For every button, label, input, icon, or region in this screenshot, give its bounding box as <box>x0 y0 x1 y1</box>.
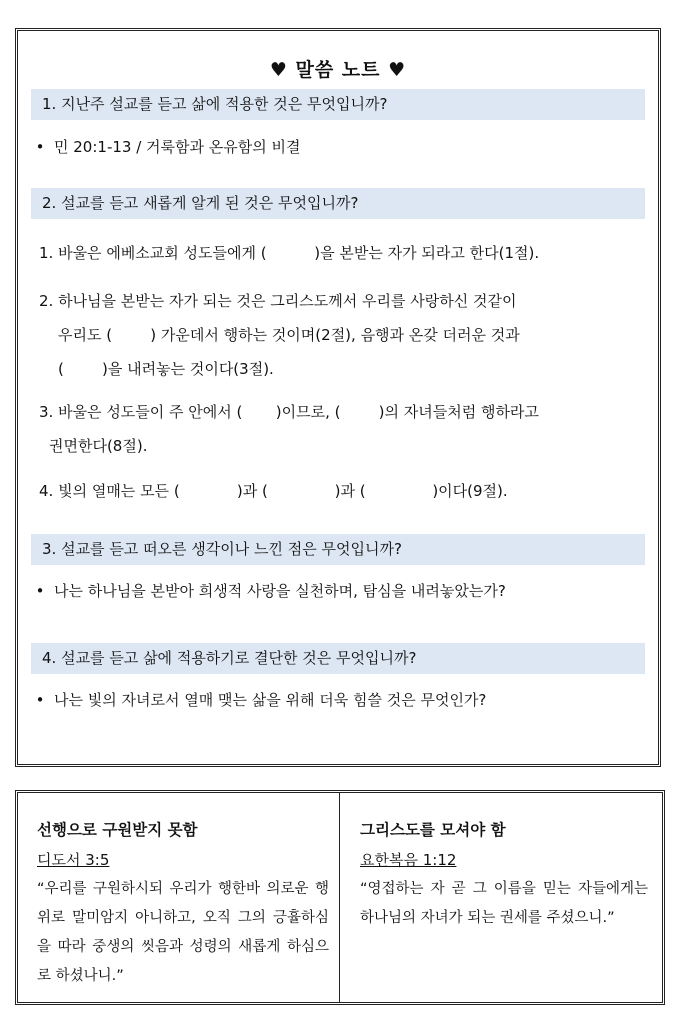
fill-in-item-2 <box>39 284 648 386</box>
question-3: 3. 설교를 듣고 떠오른 생각이나 느낀 점은 무엇입니까? <box>31 534 645 565</box>
question-2: 2. 설교를 듣고 새롭게 알게 된 것은 무엇입니까? <box>31 188 645 219</box>
question-1: 1. 지난주 설교를 듣고 삶에 적용한 것은 무엇입니까? <box>31 89 645 120</box>
fill-in-item-3 <box>39 395 648 463</box>
answer-4-text: 나는 빛의 자녀로서 열매 맺는 삶을 위해 더욱 힘쓸 것은 무엇인가? <box>54 691 487 709</box>
note-title: ♥ 말씀 노트 ♥ <box>269 59 407 81</box>
card-title: 그리스도를 모셔야 함 <box>360 821 506 839</box>
item-line: 2. 하나님을 본받는 자가 되는 것은 그리스도께서 우리를 사랑하신 것같이 <box>39 292 517 310</box>
bullet-dot: • <box>35 582 45 600</box>
fill-in-item-4 <box>39 474 648 508</box>
card-quote: “영접하는 자 곧 그 이름을 믿는 자들에게는 하나님의 자녀가 되는 권세를 주셨으니.” <box>360 881 648 926</box>
item-line: ( )을 내려놓는 것이다(3절). <box>58 360 274 378</box>
card-reference: 디도서 3:5 <box>37 851 110 869</box>
answer-3 <box>32 580 648 601</box>
item-line: 권면한다(8절). <box>49 437 148 455</box>
answer-4 <box>32 689 648 710</box>
answer-1-text: 민 20:1-13 / 거룩함과 온유함의 비결 <box>54 138 301 156</box>
fill-in-item-1 <box>39 236 648 270</box>
verse-card-right <box>360 793 648 1002</box>
item-line: 3. 바울은 성도들이 주 안에서 ( )이므로, ( )의 자녀들처럼 행하라고 <box>39 403 539 421</box>
item-line: 4. 빛의 열매는 모든 ( )과 ( )과 ( )이다(9절). <box>39 482 508 500</box>
bullet-dot: • <box>35 691 45 709</box>
item-line: 1. 바울은 에베소교회 성도들에게 ( )을 본받는 자가 되라고 한다(1절). <box>39 244 540 262</box>
answer-3-text: 나는 하나님을 본받아 희생적 사랑을 실천하며, 탐심을 내려놓았는가? <box>54 582 506 600</box>
column-divider <box>339 793 340 1002</box>
sermon-note-box <box>15 28 661 767</box>
card-quote: “우리를 구원하시되 우리가 행한바 의로운 행위로 말미암지 아니하고, 오직 그의 긍휼하심을 따라 중생의 씻음과 성령의 새롭게 하심으로 하셨나니.” <box>37 881 329 984</box>
card-reference: 요한복음 1:12 <box>360 851 457 869</box>
answer-1 <box>32 136 648 157</box>
verse-cards-box <box>15 790 665 1005</box>
verse-card-left <box>37 793 329 1002</box>
bullet-dot: • <box>35 138 45 156</box>
item-line: 우리도 ( ) 가운데서 행하는 것이며(2절), 음행과 온갖 더러운 것과 <box>58 326 520 344</box>
card-title: 선행으로 구원받지 못함 <box>37 821 198 839</box>
question-4: 4. 설교를 듣고 삶에 적용하기로 결단한 것은 무엇입니까? <box>31 643 645 674</box>
